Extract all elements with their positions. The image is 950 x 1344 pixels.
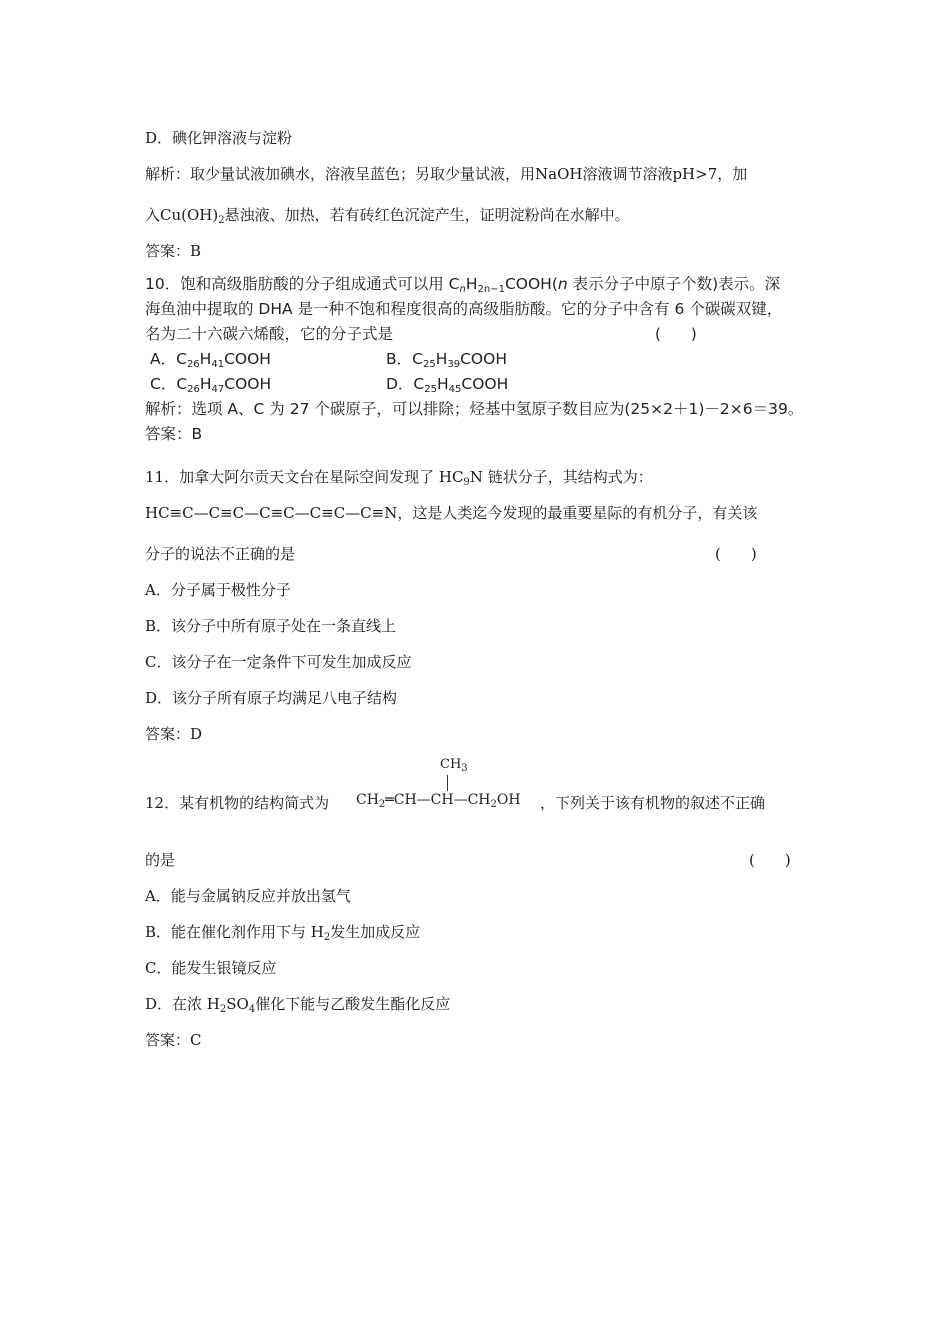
q12-option-b: B．能在催化剂作用下与 $H_2$发生加成反应	[145, 923, 421, 943]
q9-analysis-line2: 入$Cu(OH)_2$悬浊液、加热，若有砖红色沉淀产生，证明淀粉尚在水解中。	[145, 206, 630, 226]
q12-stem-line1-tail: ，下列关于该有机物的叙述不正确	[540, 794, 766, 812]
q10-option-c: C．$C_{26}H_{47}COOH$	[150, 375, 272, 395]
q10-analysis: 解析：选项 A、C 为 27 个碳原子，可以排除；烃基中氢原子数目应为(25×2＋1)－2×6＝39。	[145, 400, 804, 418]
q10-stem-line1: 10．饱和高级脂肪酸的分子组成通式可以用 $C_nH_{2n-1}COOH(n$ 表示分子中原子个数)表示。深	[145, 275, 781, 295]
q9-answer: 答案：B	[145, 242, 202, 260]
q10-answer: 答案：B	[145, 425, 203, 443]
q9-analysis-line1: 解析：取少量试液加碘水，溶液呈蓝色；另取少量试液，用NaOH溶液调节溶液pH>7，加	[145, 165, 748, 183]
q11-option-a: A．分子属于极性分子	[145, 581, 291, 599]
q12-answer: 答案：C	[145, 1031, 202, 1049]
q9-option-d: D．碘化钾溶液与淀粉	[145, 129, 293, 147]
q11-option-d: D．该分子所有原子均满足八电子结构	[145, 689, 398, 707]
q10-stem-line3: 名为二十六碳六烯酸，它的分子式是	[145, 325, 394, 343]
q12-answer-paren: ( )	[749, 851, 791, 869]
q11-option-c: C．该分子在一定条件下可发生加成反应	[145, 653, 412, 671]
q11-stem-line3: 分子的说法不正确的是	[145, 545, 296, 563]
q12-stem-line2: 的是	[145, 851, 176, 869]
q10-option-b: B．$C_{25}H_{39}COOH$	[386, 350, 507, 370]
q11-stem-line1: 11．加拿大阿尔贡天文台在星际空间发现了 $HC_9N$ 链状分子，其结构式为：	[145, 468, 653, 488]
q12-struct-main: $CH_2═CH—CH—CH_2OH$	[356, 792, 521, 810]
q12-option-c: C．能发生银镜反应	[145, 959, 277, 977]
q12-struct-bond	[447, 775, 448, 791]
q10-stem-line2: 海鱼油中提取的 DHA 是一种不饱和程度很高的高级脂肪酸。它的分子中含有 6 个碳碳双键，	[145, 300, 783, 318]
q10-option-a: A．$C_{26}H_{41}COOH$	[150, 350, 271, 370]
q11-answer-paren: ( )	[715, 545, 757, 563]
q11-stem-line2: HC≡C—C≡C—C≡C—C≡C—C≡N，这是人类迄今发现的最重要星际的有机分子，有关该	[145, 504, 758, 522]
q12-struct-methyl: $CH_3$	[440, 757, 468, 774]
q10-answer-paren: ( )	[655, 325, 697, 343]
q10-option-d: D．$C_{25}H_{45}COOH$	[386, 375, 509, 395]
q12-option-a: A．能与金属钠反应并放出氢气	[145, 887, 351, 905]
q12-option-d: D．在浓 $H_2SO_4$催化下能与乙酸发生酯化反应	[145, 995, 451, 1015]
q12-stem-line1: 12．某有机物的结构简式为	[145, 794, 330, 812]
q11-answer: 答案：D	[145, 725, 203, 743]
q11-option-b: B．该分子中所有原子处在一条直线上	[145, 617, 397, 635]
